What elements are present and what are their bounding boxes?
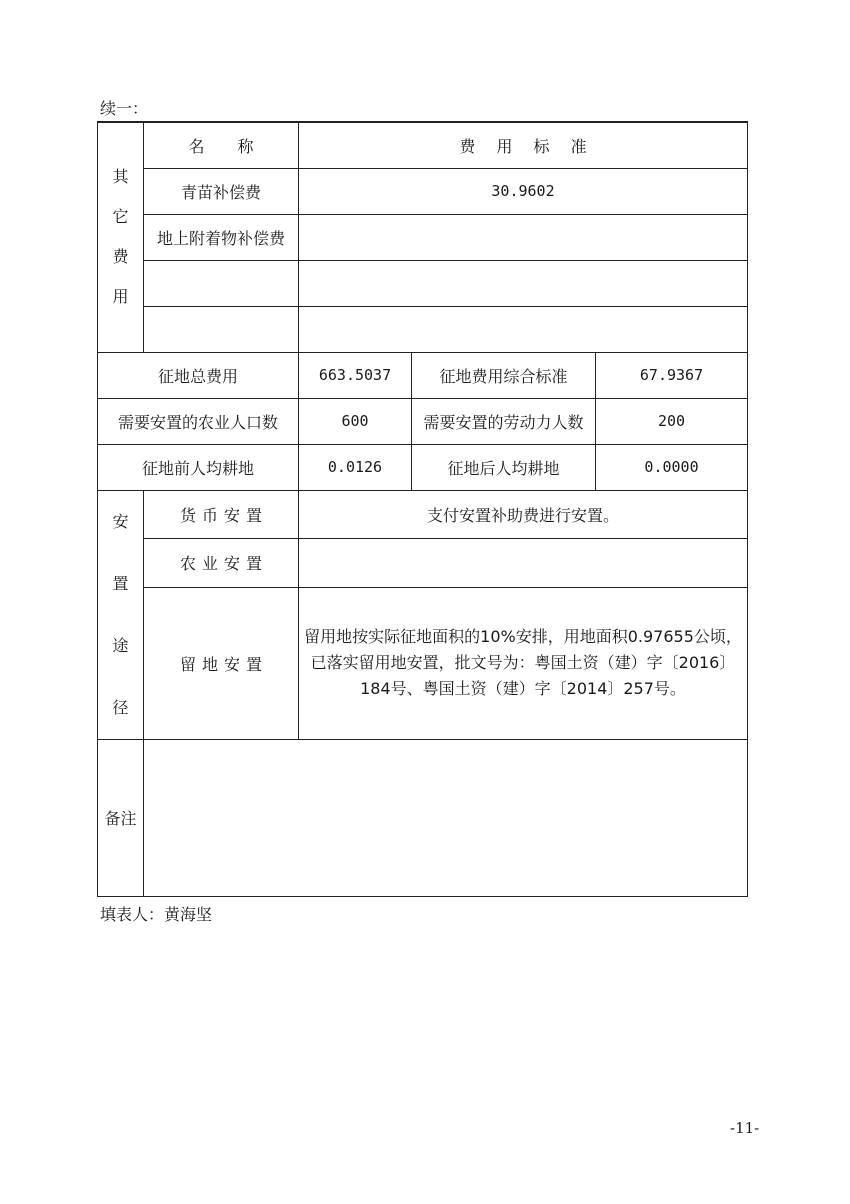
total-cost-value: 663.5037 xyxy=(299,352,412,398)
total-cost-label: 征地总费用 xyxy=(98,352,299,398)
labor-count-value: 200 xyxy=(596,398,748,444)
agricultural-value xyxy=(299,539,748,588)
resettlement-char-4: 径 xyxy=(112,697,129,717)
fee-value-cell xyxy=(299,306,748,352)
expropriation-cost-table xyxy=(97,121,748,897)
fee-value-cell: 30.9602 xyxy=(299,168,748,214)
other-fees-section-label xyxy=(98,122,144,352)
reserved-land-label: 留地安置 xyxy=(179,654,268,674)
table-row xyxy=(98,739,748,896)
table-row xyxy=(98,352,748,398)
monetary-value: 支付安置补助费进行安置。 xyxy=(299,490,748,539)
table-row xyxy=(98,539,748,588)
other-fees-char-3: 费 xyxy=(112,247,129,267)
fee-name-cell: 地上附着物补偿费 xyxy=(144,214,299,260)
resettlement-char-2: 置 xyxy=(112,573,129,593)
resettlement-char-3: 途 xyxy=(112,635,129,655)
fee-name-cell xyxy=(144,260,299,306)
other-fees-char-1: 其 xyxy=(112,167,129,187)
farmland-before-value: 0.0126 xyxy=(299,444,412,490)
resettlement-char-1: 安 xyxy=(112,511,129,531)
agricultural-label: 农业安置 xyxy=(179,554,268,574)
remarks-value xyxy=(144,739,748,896)
header-name: 名 称 xyxy=(188,136,268,156)
table-row xyxy=(98,490,748,539)
other-fees-char-2: 它 xyxy=(112,207,129,227)
table-row xyxy=(98,398,748,444)
header-standard: 费 用 标 准 xyxy=(459,136,595,156)
table-row xyxy=(98,260,748,306)
farmland-before-label: 征地前人均耕地 xyxy=(98,444,299,490)
farmland-after-label: 征地后人均耕地 xyxy=(412,444,596,490)
resettlement-section-label xyxy=(98,490,144,739)
fee-value-cell xyxy=(299,260,748,306)
table-row xyxy=(98,587,748,739)
fee-name-cell xyxy=(144,306,299,352)
labor-count-label: 需要安置的劳动力人数 xyxy=(412,398,596,444)
combined-standard-value: 67.9367 xyxy=(596,352,748,398)
reserved-land-value: 留用地按实际征地面积的10%安排，用地面积0.97655公顷，已落实留用地安置，批文号为：粤国土资（建）字〔2016〕184号、粤国土资（建）字〔2014〕257号。 xyxy=(299,587,748,739)
other-fees-char-4: 用 xyxy=(112,287,129,307)
filled-by: 填表人：黄海坚 xyxy=(100,905,213,924)
agri-population-value: 600 xyxy=(299,398,412,444)
table-row xyxy=(98,168,748,214)
agri-population-label: 需要安置的农业人口数 xyxy=(98,398,299,444)
farmland-after-value: 0.0000 xyxy=(596,444,748,490)
remarks-label: 备注 xyxy=(98,739,144,896)
fee-value-cell xyxy=(299,214,748,260)
monetary-label: 货币安置 xyxy=(179,505,268,525)
table-row xyxy=(98,444,748,490)
fee-name-cell: 青苗补偿费 xyxy=(144,168,299,214)
table-row xyxy=(98,306,748,352)
table-row xyxy=(98,214,748,260)
combined-standard-label: 征地费用综合标准 xyxy=(412,352,596,398)
page-number: -11- xyxy=(730,1119,760,1137)
continuation-label: 续一： xyxy=(100,99,149,118)
